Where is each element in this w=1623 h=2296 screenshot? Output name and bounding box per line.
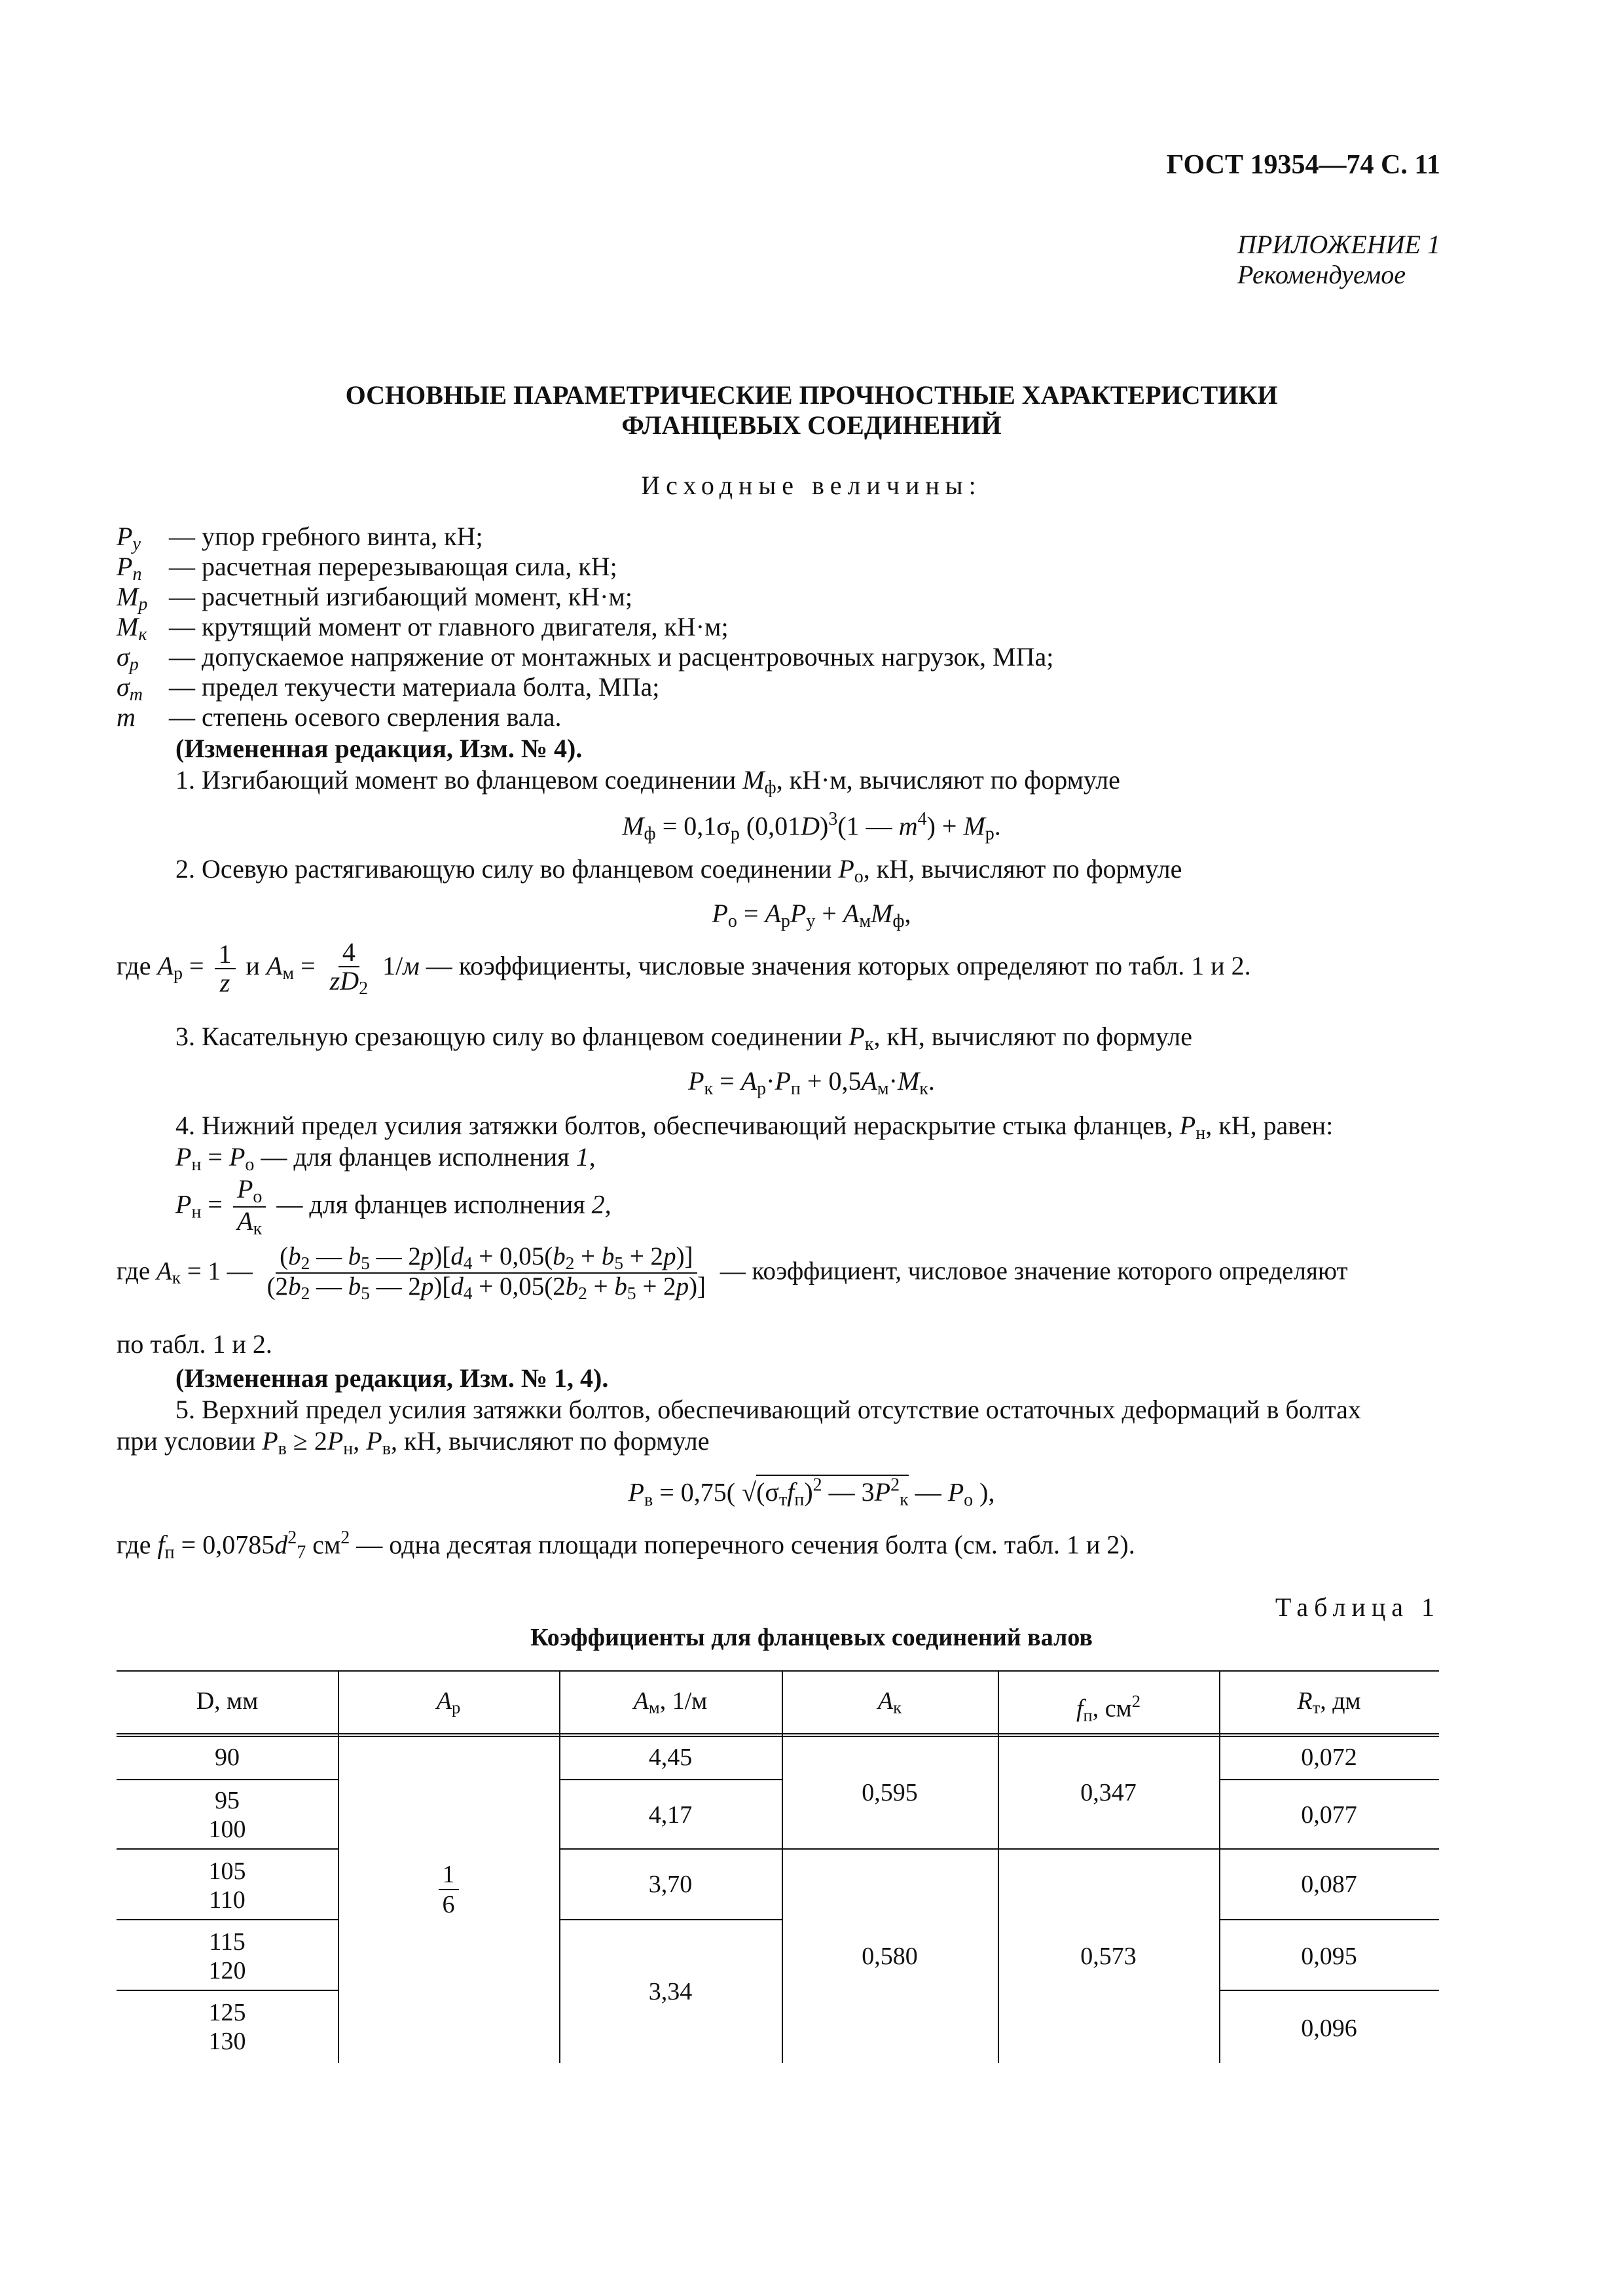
table-cell-rt: 0,072 <box>1301 1744 1357 1771</box>
paragraph-4: 4. Нижний предел усилия затяжки болтов, обеспечивающий нераскрытие стыка фланцев, $P_н$, кН, равен: <box>175 1111 1334 1143</box>
table-cell-rt: 0,095 <box>1301 1943 1357 1970</box>
paragraph-5-line2: при условии $P_в \ge 2P_н$, $P_в$, кН, вычисляют по формуле <box>117 1426 710 1459</box>
paragraph-2-where: где $A_р$ = $\frac{1}{z}$ и $A_м$ = $\frac{4}{zD_2}$ 1/м — коэффициенты, числовые значения которых определяют по табл. 1 и 2. <box>117 937 1251 999</box>
table-cell-am: 4,17 <box>648 1801 693 1829</box>
table-cell-d: 120 <box>208 1957 246 1984</box>
legend-item: m — степень осевого сверления вала. <box>117 702 562 732</box>
table-cell-d: 90 <box>215 1744 240 1771</box>
table-caption: Коэффициенты для фланцевых соединений валов <box>530 1624 1093 1651</box>
formula-shear-force: $P_к = A_р\cdot P_п + 0,5A_м\cdot M_к$. <box>688 1066 935 1099</box>
paragraph-5-where: где $f_п = 0,0785d^2_7$ $см^2$ — одна десятая площади поперечного сечения болта (см. табл. 1 и 2). <box>117 1528 1135 1563</box>
table-cell-fp: 0,573 <box>1080 1943 1137 1970</box>
legend-item: $P_у$ — упор гребного винта, кН; <box>117 522 483 554</box>
paragraph-2: 2. Осевую растягивающую силу во фланцевом соединении $P_о$, кН, вычисляют по формуле <box>175 854 1182 887</box>
table-cell-rt: 0,087 <box>1301 1871 1357 1898</box>
header-rt: $R_т$, дм <box>1297 1687 1361 1717</box>
initial-values-heading: Исходные величины: <box>641 471 982 500</box>
table-cell-d: 105 <box>208 1857 246 1885</box>
formula-upper-limit: $P_в = 0,75$( $√(\sigma_тf_п)^2$ — $3P^2_к$ — $P_о$ ), <box>628 1475 995 1511</box>
header-ak: $A_к$ <box>877 1687 902 1717</box>
paragraph-4-where-cont: по табл. 1 и 2. <box>117 1329 272 1359</box>
table-cell-am: 3,34 <box>648 1978 693 2005</box>
formula-axial-force: $P_о = A_рP_у + A_мM_ф$, <box>712 899 911 931</box>
legend-item: $M_р$ — расчетный изгибающий момент, кН·м; <box>117 582 632 615</box>
paragraph-4-where: где $A_к = 1$ — $\frac{(b_2 — b_5 — 2p)[d_4 + 0,05(b_2 + b_5 + 2p)]}{(2b_2 — b_5 — 2p)[d_4 + 0,05(2b_2 + b_5 + 2p)]}$ — коэффициент, числовое значение которого определяют <box>117 1242 1348 1304</box>
paragraph-4-case-2: $P_н$ = $\frac{P_о}{A_к}$ — для фланцев исполнения 2, <box>175 1174 611 1240</box>
table-cell-d: 110 <box>209 1886 246 1914</box>
legend-item: $\sigma_р$ — допускаемое напряжение от монтажных и расцентровочных нагрузок, МПа; <box>117 642 1054 675</box>
header-ap: $A_р$ <box>436 1687 461 1717</box>
header-am: $A_м$, 1/м <box>633 1687 708 1717</box>
page-header: ГОСТ 19354—74 С. 11 <box>1166 150 1440 180</box>
table-cell-rt: 0,096 <box>1301 2015 1357 2042</box>
header-fp: $f_п$, $см^2$ <box>1076 1691 1140 1725</box>
table-cell-d: 125 <box>208 1999 246 2026</box>
table-cell-ak: 0,580 <box>862 1943 918 1970</box>
table-cell-d: 95 <box>215 1787 240 1814</box>
legend-item: $M_к$ — крутящий момент от главного двигателя, кН·м; <box>117 612 729 645</box>
table-cell-d: 100 <box>208 1816 246 1843</box>
table-cell-d: 115 <box>209 1928 246 1956</box>
paragraph-5-line1: 5. Верхний предел усилия затяжки болтов, обеспечивающий отсутствие остаточных деформаций в болтах <box>175 1395 1361 1424</box>
legend-item: $P_п$ — расчетная перерезывающая сила, кН; <box>117 552 617 584</box>
formula-bending-moment: $M_ф = 0,1\sigma_р$ $(0,01D)^3(1$ — $m^4) + M_р$. <box>622 809 1001 844</box>
table-cell-ap: 1 6 <box>338 1860 559 1919</box>
document-title-line2: ФЛАНЦЕВЫХ СОЕДИНЕНИЙ <box>621 410 1002 440</box>
appendix-label: ПРИЛОЖЕНИЕ 1 <box>1237 230 1440 259</box>
table-cell-rt: 0,077 <box>1301 1801 1357 1829</box>
document-title-line1: ОСНОВНЫЕ ПАРАМЕТРИЧЕСКИЕ ПРОЧНОСТНЫЕ ХАРАКТЕРИСТИКИ <box>345 380 1278 410</box>
table-cell-d: 130 <box>208 2028 246 2055</box>
table-cell-ak: 0,595 <box>862 1779 918 1806</box>
appendix-status: Рекомендуемое <box>1237 260 1406 289</box>
table-cell-am: 4,45 <box>648 1744 693 1771</box>
edit-note: (Измененная редакция, Изм. № 1, 4). <box>175 1363 609 1393</box>
legend-item: $\sigma_т$ — предел текучести материала болта, МПа; <box>117 672 660 705</box>
table-cell-am: 3,70 <box>648 1871 693 1898</box>
paragraph-3: 3. Касательную срезающую силу во фланцевом соединении $P_к$, кН, вычисляют по формуле <box>175 1022 1193 1054</box>
edit-note: (Измененная редакция, Изм. № 4). <box>175 734 583 763</box>
coefficients-table <box>117 1670 1439 2063</box>
header-d: D, мм <box>196 1687 259 1715</box>
table-cell-fp: 0,347 <box>1080 1779 1137 1806</box>
table-label: Таблица 1 <box>1275 1592 1440 1622</box>
paragraph-4-case-1: $P_н = P_о$ — для фланцев исполнения 1, <box>175 1142 596 1175</box>
paragraph-1: 1. Изгибающий момент во фланцевом соединении $M_ф$, кН·м, вычисляют по формуле <box>175 765 1120 798</box>
